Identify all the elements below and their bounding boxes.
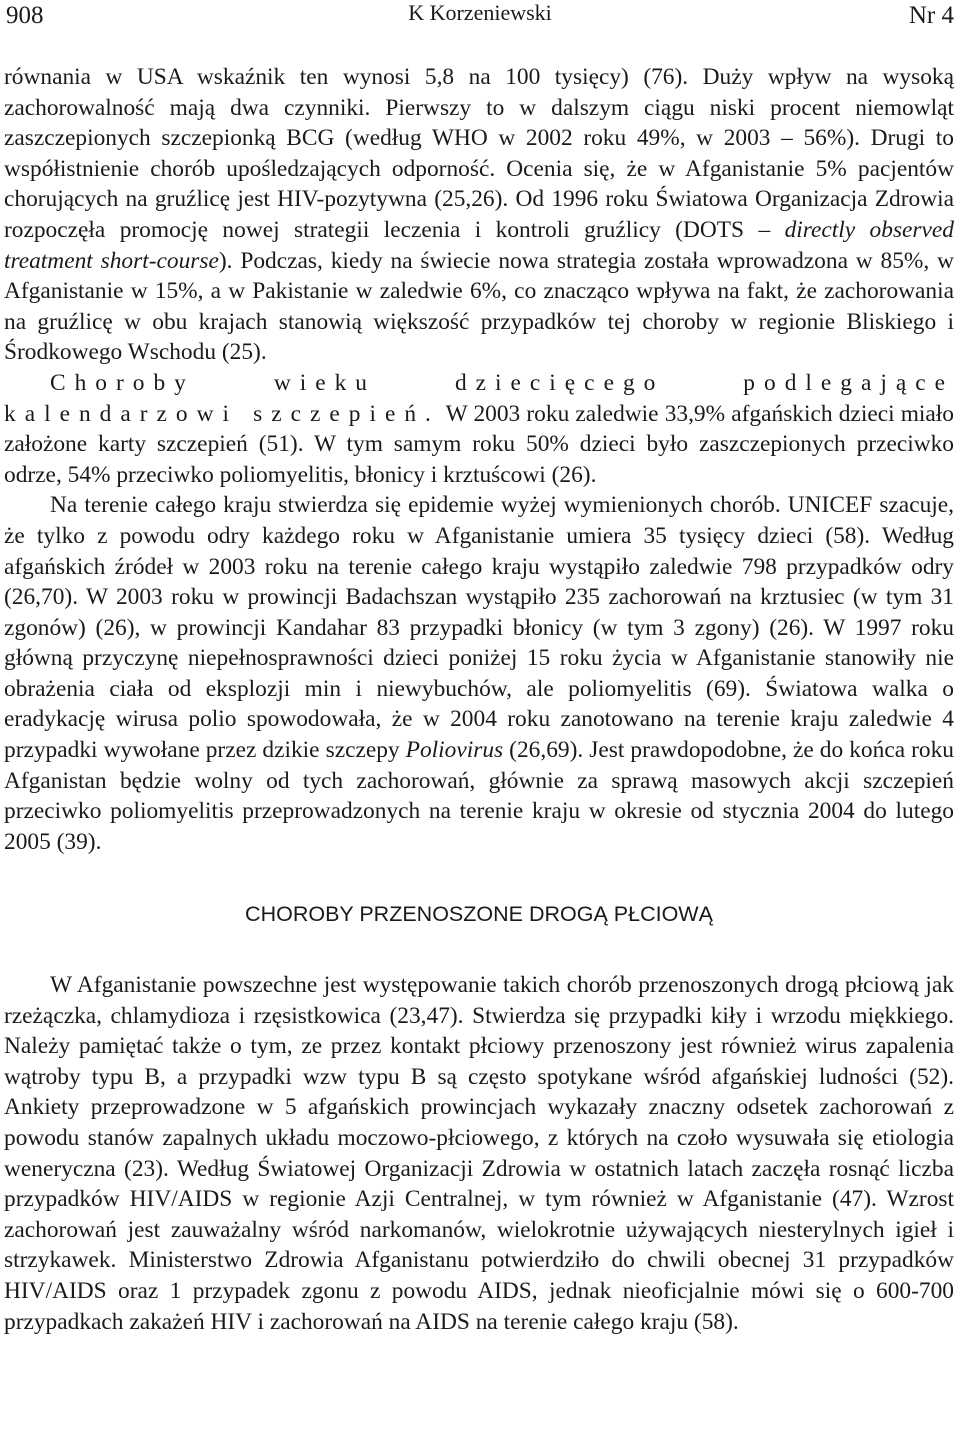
article-body: [4, 62, 954, 1337]
paragraph-text: (26,69). Jest prawdopodobne, że do końca roku Afganistan będzie wolny od tych zachorowań, głównie za sprawą masowych akcji szczepień przeciwko poliomyelitis przeprowadzonych na terenie kraju w okresie od stycznia 2004 do lutego 2005 (39).: [4, 737, 954, 855]
page-header: [0, 0, 960, 44]
paragraph-text: równania w USA wskaźnik ten wynosi 5,8 na 100 tysięcy) (76). Duży wpływ na wysoką zachorowalność mają dwa czynniki. Pierwszy to w dalszym ciągu niski procent niemowląt zaszczepionych szczepionką BCG (według WHO w 2002 roku 49%, w 2003 – 56%). Drugi to współistnienie chorób upośledzających odporność. Ocenia się, że w Afganistanie 5% pacjentów chorujących na gruźlicę jest HIV-pozytywna (25,26). Od 1996 roku Światowa Organizacja Zdrowia rozpoczęła promocję nowej strategii leczenia i kontroli gruźlicy (DOTS –: [4, 64, 954, 243]
paragraph-tuberculosis: [4, 62, 954, 368]
paragraph-std: W Afganistanie powszechne jest występowanie takich chorób przenoszonych drogą płciową jak rzeżączka, chlamydioza i rzęsistkowica (23,47). Stwierdza się przypadki kiły i wrzodu miękkiego. Należy pamiętać także o tym, ze przez kontakt płciowy przenoszony jest również wirus zapalenia wątroby typu B, a przypadki wzw typu B są często spotykane wśród afgańskiej ludności (52). Ankiety przeprowadzone w 5 afgańskich prowincjach wykazały znaczny odsetek zachorowań z powodu stanów zapalnych układu moczowo-płciowego, z których na czoło wysuwała się etiologia weneryczna (23). Według Światowej Organizacji Zdrowia w ostatnich latach zaczęła rosnąć liczba przypadków HIV/AIDS w regionie Azji Centralnej, w tym również w Afganistanie (47). Wzrost zachorowań jest zauważalny wśród narkomanów, wielokrotnie używających niesterylnych igieł i strzykawek. Ministerstwo Zdrowia Afganistanu potwierdziło do chwili obecnej 31 przypadków HIV/AIDS oraz 1 przypadek zgonu z powodu AIDS, jednak nieoficjalnie mówi się o 600-700 przypadkach zakażeń HIV i zachorowań na AIDS na terenie całego kraju (58).: [4, 972, 954, 1335]
spaced-heading: Choroby wieku dziecięcego podlegające kalendarzowi szczepień.: [4, 369, 954, 427]
paragraph-text: Na terenie całego kraju stwierdza się epidemie wyżej wymienionych chorób. UNICEF szacuje, że tylko z powodu odry każdego roku w Afganistanie umiera 35 tysięcy dzieci (58). Według afgańskich źródeł w 2003 roku na terenie całego kraju wystąpiło zaledwie 798 przypadków odry (26,70). W 2003 roku w prowincji Badachszan wystąpiło 235 zachorowań na krztusiec (w tym 31 zgonów) (26), w prowincji Kandahar 83 przypadki błonicy (w tym 3 zgony) (26). W 1997 roku główną przyczynę niepełnosprawności dzieci poniżej 15 roku życia w Afganistanie stanowiły nie obrażenia ciała od eksplozji min i niewybuchów, ale poliomyelitis (69). Światowa walka o eradykację wirusa polio spowodowała, że w 2004 roku zanotowano na terenie kraju zaledwie 4 przypadki wywołane przez dzikie szczepy: [4, 492, 954, 764]
running-author: K Korzeniewski: [408, 0, 552, 25]
section-heading: CHOROBY PRZENOSZONE DROGĄ PŁCIOWĄ: [245, 902, 713, 927]
paragraph-text: ). Podczas, kiedy na świecie nowa strategia została wprowadzona w 85%, w Afganistanie w 15%, a w Pakistanie w zaledwie 6%, co znacząco wpływa na fakt, że zachorowania na gruźlicę w obu krajach stanowią większość przypadków tej choroby w regionie Bliskiego i Środkowego Wschodu (25).: [4, 247, 954, 366]
italic-term: directly observed treatment short-course: [4, 216, 954, 274]
page-number: 908: [6, 2, 44, 29]
paragraph-text: W 2003 roku zaledwie 33,9% afgańskich dzieci miało założone karty szczepień (51). W tym samym roku 50% dzieci było zaszczepionych przeciwko odrze, 54% przeciwko poliomyelitis, błonicy i krztuścowi (26).: [4, 400, 955, 488]
paragraph-epidemics: [4, 490, 954, 857]
paragraph-vaccination: [4, 368, 954, 490]
issue-number: Nr 4: [908, 2, 954, 29]
italic-term: Poliovirus: [405, 737, 504, 764]
